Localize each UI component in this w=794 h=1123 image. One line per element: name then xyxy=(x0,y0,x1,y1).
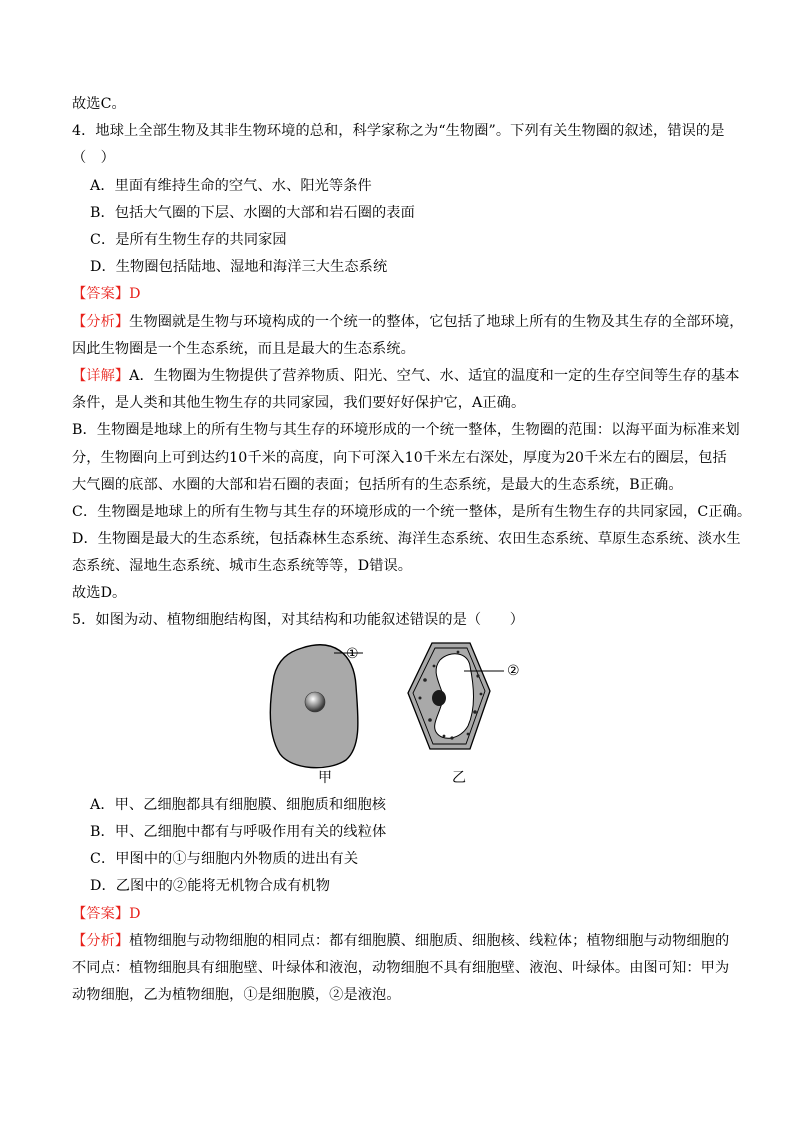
text-line: 大气圈的底部、水圈的大部和岩石圈的表面；包括所有的生态系统，是最大的生态系统，B正确。 xyxy=(72,477,683,493)
option-b: B．包括大气圈的下层、水圈的大部和岩石圈的表面 xyxy=(90,205,415,221)
text-line: 分，生物圈向上可到达约10千米的高度，向下可深入10千米左右深处，厚度为20千米左右的圈层，包括 xyxy=(72,450,727,466)
text-line: 态系统、湿地生态系统、城市生态系统等等，D错误。 xyxy=(72,558,413,574)
marker-2: ② xyxy=(507,663,520,679)
analysis-line: 【分析】生物圈就是生物与环境构成的一个统一的整体，它包括了地球上所有的生物及其生存的全部环境， xyxy=(72,314,744,330)
answer-line: 【答案】D xyxy=(72,906,141,922)
option-c: C．甲图中的①与细胞内外物质的进出有关 xyxy=(90,851,359,867)
answer-line: 【答案】D xyxy=(72,286,141,302)
section-tag: 【详解】 xyxy=(72,368,130,384)
text-line: 动物细胞，乙为植物细胞，①是细胞膜，②是液泡。 xyxy=(72,987,401,1003)
question-4-paren: （ ） xyxy=(72,150,115,166)
text-line: B．生物圈是地球上的所有生物与其生存的环境形成的一个统一整体，生物圈的范围：以海平面为标准来划 xyxy=(72,422,740,438)
text-line: 条件，是人类和其他生物生存的共同家园，我们要好好保护它，A正确。 xyxy=(72,395,526,411)
option-d: D．乙图中的②能将无机物合成有机物 xyxy=(90,878,331,894)
analysis-line: 【分析】植物细胞与动物细胞的相同点：都有细胞膜、细胞质、细胞核、线粒体；植物细胞与动物细胞的 xyxy=(72,933,730,949)
text-line: 不同点：植物细胞具有细胞壁、叶绿体和液泡，动物细胞不具有细胞壁、液泡、叶绿体。由图可知：甲为 xyxy=(72,960,730,976)
text-line: C．生物圈是地球上的所有生物与其生存的环境形成的一个统一整体，是所有生物生存的共同家园，C正确。 xyxy=(72,504,752,520)
text-line: 因此生物圈是一个生态系统，而且是最大的生态系统。 xyxy=(72,341,415,357)
question-5-stem: 5．如图为动、植物细胞结构图，对其结构和功能叙述错误的是（ ） xyxy=(72,612,525,628)
explanation-line: 【详解】A．生物圈为生物提供了营养物质、阳光、空气、水、适宜的温度和一定的生存空间等生存的基本 xyxy=(72,368,740,384)
option-b: B．甲、乙细胞中都有与呼吸作用有关的线粒体 xyxy=(90,824,387,840)
text-line: 故选D。 xyxy=(72,585,127,601)
cell-structure-figure xyxy=(262,636,542,786)
cell-diagram-svg xyxy=(262,636,542,786)
option-d: D．生物圈包括陆地、湿地和海洋三大生态系统 xyxy=(90,259,388,275)
label-jia: 甲 xyxy=(318,770,332,786)
plant-cell-nucleus xyxy=(432,690,446,706)
option-c: C．是所有生物生存的共同家园 xyxy=(90,232,287,248)
section-tag: 【分析】 xyxy=(72,314,130,330)
section-tag: 【分析】 xyxy=(72,933,130,949)
label-yi: 乙 xyxy=(452,770,466,786)
text-line: D．生物圈是最大的生态系统，包括森林生态系统、海洋生态系统、农田生态系统、草原生态系统、淡水生 xyxy=(72,531,741,547)
option-a: A．里面有维持生命的空气、水、阳光等条件 xyxy=(90,178,372,194)
animal-cell-nucleus xyxy=(305,692,325,712)
text-line: 故选C。 xyxy=(72,96,126,112)
marker-1: ① xyxy=(346,646,359,662)
option-a: A．甲、乙细胞都具有细胞膜、细胞质和细胞核 xyxy=(90,797,387,813)
question-4-stem: 4．地球上全部生物及其非生物环境的总和，科学家称之为“生物圈”。下列有关生物圈的叙述，错误的是 xyxy=(72,123,725,139)
